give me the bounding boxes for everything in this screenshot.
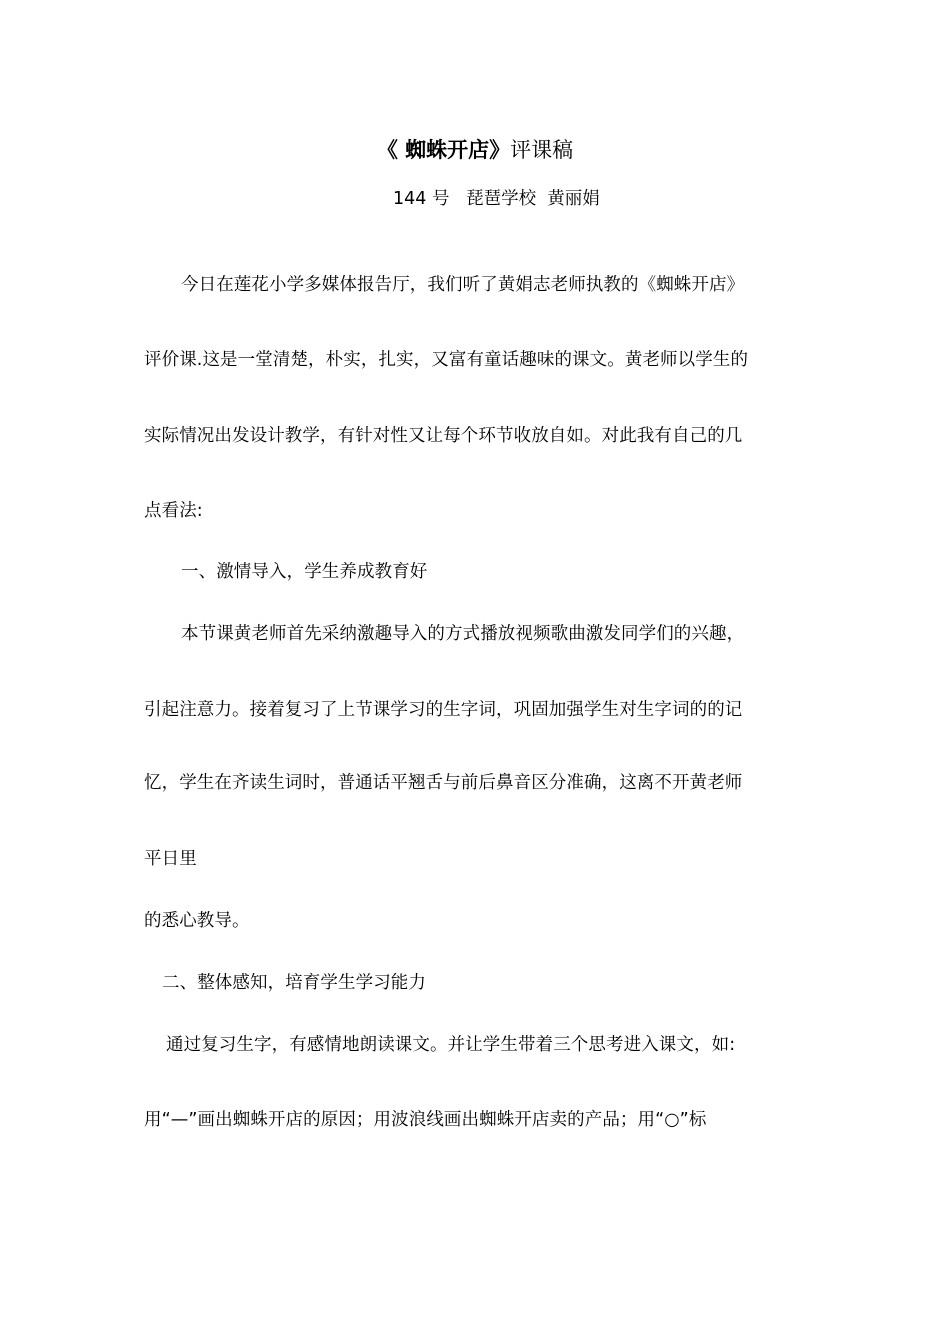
document-title [0, 135, 950, 165]
paragraph-line-9: 的悉心教导。 [144, 911, 250, 931]
paragraph-line-5: 本节课黄老师首先采纳激趣导入的方式播放视频歌曲激发同学们的兴趣， [181, 624, 745, 644]
author-byline: 144 号 琵琶学校 黄丽娟 [393, 189, 600, 209]
section-heading-1: 一、激情导入，学生养成教育好 [181, 562, 428, 582]
title-rest-part: 评课稿 [510, 138, 574, 162]
section-heading-2: 二、整体感知，培育学生学习能力 [162, 973, 426, 993]
paragraph-line-11: 用“—”画出蜘蛛开店的原因；用波浪线画出蜘蛛开店卖的产品；用“○”标 [144, 1110, 707, 1130]
paragraph-line-1: 今日在莲花小学多媒体报告厅，我们听了黄娟志老师执教的《蜘蛛开店》 [181, 275, 745, 295]
paragraph-line-2: 评价课.这是一堂清楚，朴实，扎实，又富有童话趣味的课文。黄老师以学生的 [144, 350, 749, 370]
paragraph-line-8: 平日里 [144, 849, 197, 869]
paragraph-line-10: 通过复习生字，有感情地朗读课文。并让学生带着三个思考进入课文，如: [166, 1035, 736, 1055]
paragraph-line-7: 忆，学生在齐读生词时，普通话平翘舌与前后鼻音区分准确，这离不开黄老师 [144, 773, 743, 793]
title-bold-part: 《 蜘蛛开店》 [376, 138, 511, 162]
paragraph-line-4: 点看法: [144, 501, 203, 521]
paragraph-line-6: 引起注意力。接着复习了上节课学习的生字词，巩固加强学生对生字词的的记 [144, 700, 743, 720]
paragraph-line-3: 实际情况出发设计教学，有针对性又让每个环节收放自如。对此我有自己的几 [144, 426, 743, 446]
